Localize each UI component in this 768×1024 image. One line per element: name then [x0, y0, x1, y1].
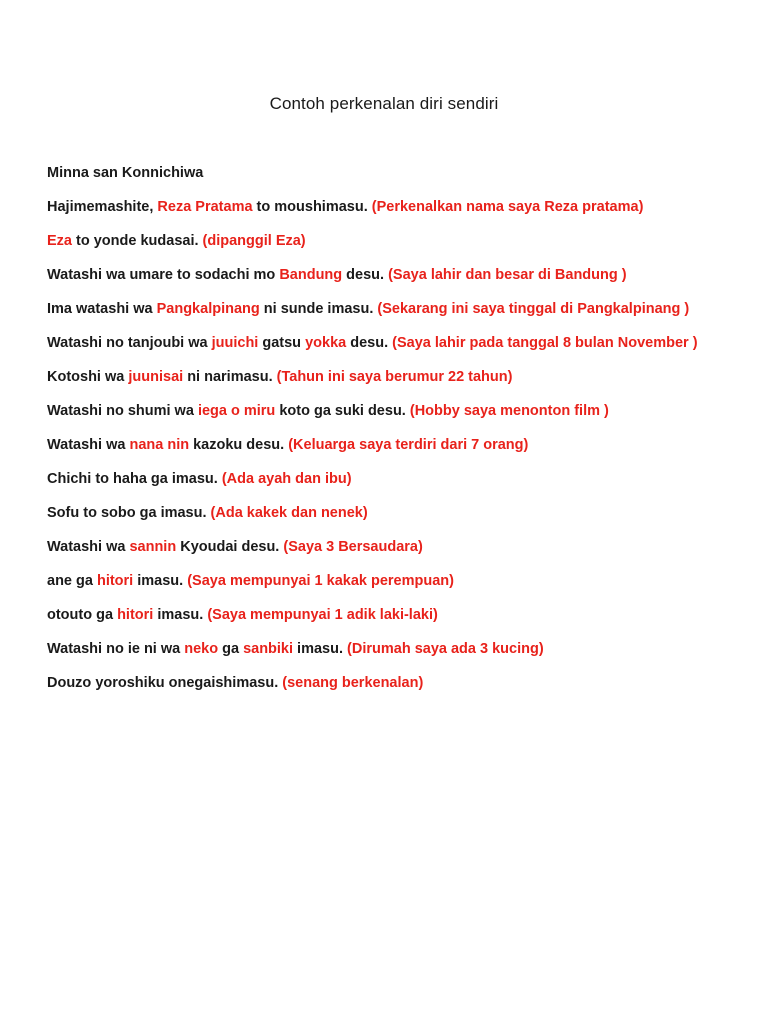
text-line — [47, 468, 737, 491]
body-text: to yonde kudasai. — [72, 233, 203, 249]
text-line — [47, 298, 737, 321]
body-text: imasu. — [133, 573, 188, 589]
highlighted-text: hitori — [96, 573, 134, 589]
highlighted-text: juuichi — [211, 335, 259, 351]
highlighted-text: neko — [184, 641, 219, 657]
text-line — [47, 162, 737, 185]
highlighted-text: juunisai — [128, 369, 184, 385]
highlighted-text: hitori — [117, 607, 154, 623]
body-text: otouto ga — [47, 607, 118, 623]
highlighted-text: Bandung — [279, 267, 343, 283]
body-text: Kotoshi wa — [47, 369, 129, 385]
text-lines — [47, 162, 737, 706]
highlighted-text: (Saya mempunyai 1 kakak perempuan) — [187, 573, 454, 589]
body-text: Watashi wa — [47, 437, 130, 453]
body-text: imasu. — [153, 607, 208, 623]
body-text: Watashi no ie ni wa — [47, 641, 185, 657]
highlighted-text: (senang berkenalan) — [282, 675, 424, 691]
highlighted-text: (Saya mempunyai 1 adik laki-laki) — [207, 607, 438, 623]
highlighted-text: (dipanggil Eza) — [202, 233, 306, 249]
highlighted-text: (Tahun ini saya berumur 22 tahun) — [276, 369, 513, 385]
body-text: Minna san Konnichiwa — [47, 165, 204, 181]
highlighted-text: iega o miru — [197, 403, 276, 419]
body-text: Douzo yoroshiku onegaishimasu. — [47, 675, 283, 691]
highlighted-text: (Saya lahir dan besar di Bandung ) — [388, 267, 627, 283]
text-line — [47, 366, 737, 389]
body-text: to moushimasu. — [252, 199, 372, 215]
highlighted-text: yokka — [305, 335, 347, 351]
highlighted-text: (Hobby saya menonton film ) — [409, 403, 609, 419]
text-line — [47, 502, 737, 525]
body-text: desu. — [342, 267, 389, 283]
body-text: Ima watashi wa — [47, 301, 157, 317]
highlighted-text: sanbiki — [243, 641, 294, 657]
body-text: kazoku desu. — [189, 437, 289, 453]
body-text: Sofu to sobo ga imasu. — [47, 505, 211, 521]
highlighted-text: Eza — [47, 233, 72, 249]
highlighted-text: nana nin — [129, 437, 190, 453]
body-text: Hajimemashite, — [47, 199, 158, 215]
body-text: Watashi wa — [47, 539, 130, 555]
body-text: Chichi to haha ga imasu. — [47, 471, 222, 487]
text-line — [47, 332, 737, 355]
body-text: Watashi no shumi wa — [47, 403, 198, 419]
highlighted-text: Reza Pratama — [157, 199, 253, 215]
text-line — [47, 604, 737, 627]
text-line — [47, 434, 737, 457]
text-line — [47, 196, 737, 219]
highlighted-text: (Ada kakek dan nenek) — [210, 505, 368, 521]
highlighted-text: (Ada ayah dan ibu) — [221, 471, 352, 487]
text-line — [47, 536, 737, 559]
page-title: Contoh perkenalan diri sendiri — [269, 94, 499, 113]
body-text: Watashi no tanjoubi wa — [47, 335, 212, 351]
body-text: ni narimasu. — [183, 369, 277, 385]
body-text: ni sunde imasu. — [259, 301, 378, 317]
highlighted-text: Pangkalpinang — [156, 301, 260, 317]
body-text: gatsu — [258, 335, 306, 351]
text-line — [47, 638, 737, 661]
body-text: Kyoudai desu. — [176, 539, 284, 555]
body-text: imasu. — [293, 641, 348, 657]
highlighted-text: (Keluarga saya terdiri dari 7 orang) — [288, 437, 529, 453]
text-line — [47, 400, 737, 423]
text-line — [47, 570, 737, 593]
highlighted-text: (Saya 3 Bersaudara) — [283, 539, 423, 555]
highlighted-text: sannin — [129, 539, 177, 555]
text-line — [47, 264, 737, 287]
text-line — [47, 672, 737, 695]
highlighted-text: (Saya lahir pada tanggal 8 bulan November ) — [392, 335, 698, 351]
body-text: koto ga suki desu. — [275, 403, 410, 419]
body-text: desu. — [346, 335, 393, 351]
text-line — [47, 230, 737, 253]
body-text: ane ga — [47, 573, 97, 589]
body-text: ga — [218, 641, 244, 657]
highlighted-text: (Perkenalkan nama saya Reza pratama) — [371, 199, 644, 215]
body-text: Watashi wa umare to sodachi mo — [47, 267, 280, 283]
highlighted-text: (Dirumah saya ada 3 kucing) — [347, 641, 544, 657]
highlighted-text: (Sekarang ini saya tinggal di Pangkalpinang ) — [377, 301, 690, 317]
